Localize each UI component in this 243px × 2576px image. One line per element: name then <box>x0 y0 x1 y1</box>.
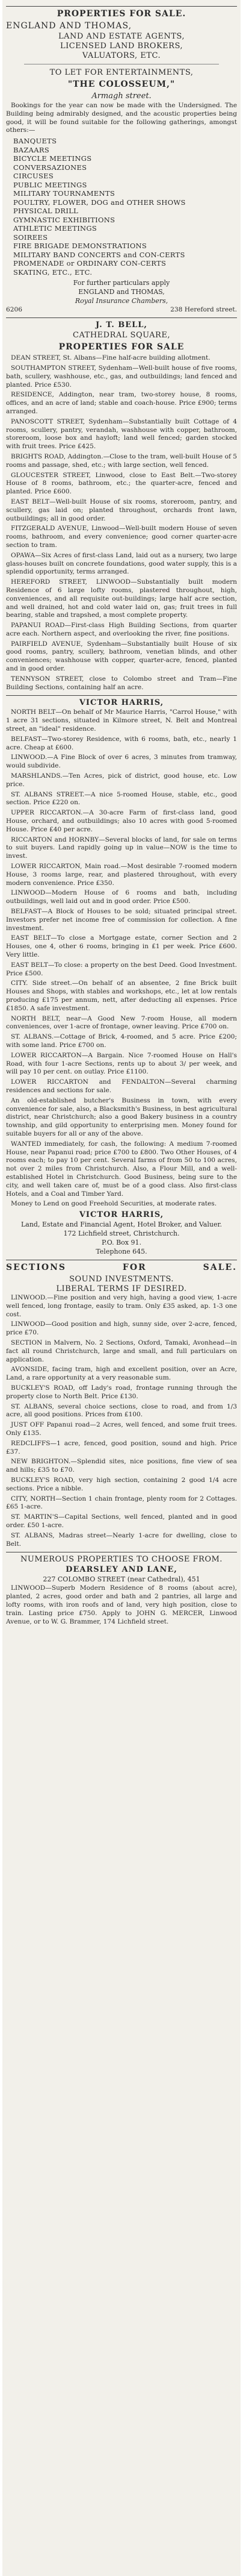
section1-firm-sub1: LAND AND ESTATE AGENTS, <box>58 32 185 41</box>
listing: NORTH BELT—On behalf of Mr Maurice Harris, "Carrol House," with 1 acre 31 sections, situated in Kilmore street, N. Belt and Montreal street, an "ideal" residence. <box>6 708 237 733</box>
listing: ST. MARTIN'S—Capital Sections, well fenced, planted and in good order. £50 1-acre. <box>6 1513 237 1530</box>
listing: PAPANUI ROAD—First-class High Building Sections, from quarter acre each. Northern aspect, and overlooking the river, fine positions. <box>6 622 237 637</box>
section3-footer-box: P.O. Box 91. <box>102 1239 141 1247</box>
listing: MARSHLANDS.—Ten Acres, pick of district, good house, etc. Low price. <box>6 772 237 788</box>
listing: BUCKLEY'S ROAD, very high section, containing 2 good 1/4 acre sections. Price a nibble. <box>6 1477 237 1492</box>
section3-footer-addr: 172 Lichfield street, Christchurch. <box>63 1230 180 1238</box>
list-item: FIRE BRIGADE DEMONSTRATIONS <box>13 242 147 251</box>
section2-listings <box>6 354 237 692</box>
section1-venue: "THE COLOSSEUM," <box>67 80 176 89</box>
listing: HEREFORD STREET, LINWOOD—Substantially built modern Residence of 6 large lofty rooms, plastered throughout, high, conveniences, and all requisite out-buildings; large half acre section, and well drained, hot and cold water laid on, gas; fruit trees in full bearing, stable and trapshed, a most complete property. <box>6 578 237 619</box>
list-item: PROMENADE or ORDINARY CON-CERTS <box>13 259 167 268</box>
listing: BUCKLEY'S ROAD, off Lady's road, frontage running through the property close to North Belt. Price £130. <box>6 1384 237 1400</box>
listing: ST. ALBANS.—Cottage of Brick, 4-roomed, and 5 acre. Price £200; with some land. Price £700 on. <box>6 1033 237 1049</box>
list-item: MILITARY BAND CONCERTS and CON-CERTS <box>13 250 185 259</box>
listing: RESIDENCE, Addington, near tram, two-storey house, 8 rooms, offices, and an acre of land; stable and coach-house. Price £900; terms arranged. <box>6 391 237 415</box>
section4-head-left: SECTIONS <box>6 1263 66 1273</box>
listing: UPPER RICCARTON.—A 30-acre Farm of first-class land, good House, orchard, and outbuildings; also 10 acres with good 5-roomed House. Price £40 per acre. <box>6 809 237 833</box>
section3-name: VICTOR HARRIS, <box>79 698 164 708</box>
list-item: POULTRY, FLOWER, DOG and OTHER SHOWS <box>13 198 186 207</box>
listing: LINWOOD—Good position and high, sunny side, over 2-acre, fenced, price £70. <box>6 1321 237 1337</box>
listing: BELFAST—Two-storey Residence, with 6 rooms, bath, etc., nearly 1 acre. Cheap at £600. <box>6 735 237 751</box>
section5-addr: 227 COLOMBO STREET (near Cathedral), 451 <box>43 1575 200 1584</box>
section4-head <box>6 1263 237 1272</box>
list-item: CONVERSAZIONES <box>13 163 87 172</box>
list-item: CIRCUSES <box>13 172 54 181</box>
listing: AVONSIDE, facing tram, high and excellent position, over an Acre, Land, a rare opportunity at a very reasonable sum. <box>6 1366 237 1382</box>
section1-firm-line: ENGLAND AND THOMAS, <box>6 21 132 31</box>
section1-intro: Bookings for the year can now be made with the Undersigned. The Building being admirably designed, and the acoustic properties being good, it will be found suitable for the following gatherings, amongst others:— <box>6 102 237 134</box>
listing: PAIRFIELD AVENUE, Sydenham—Substantially built House of six good rooms, pantry, scullery, bathroom, venetian blinds, and other conveniences; washhouse with copper, quarter-acre, fenced, planted and in good order. <box>6 640 237 673</box>
listing: RICCARTON and HORNBY—Several blocks of land, for sale on terms to suit buyers. Land rapidly going up in value—NOW is the time to invest. <box>6 836 237 860</box>
section1-firm-addr: Royal Insurance Chambers, <box>75 297 168 305</box>
listing: LOWER RICCARTON and FENDALTON—Several charming residences and sections for sale. <box>6 1078 237 1094</box>
listing: ST. ALBANS STREET.—A nice 5-roomed House, stable, etc., good section. Price £220 on. <box>6 790 237 807</box>
list-item: SOIREES <box>13 233 48 242</box>
listing: JUST OFF Papanui road—2 Acres, well fenced, and some fruit trees. Only £135. <box>6 1421 237 1437</box>
list-item: MILITARY TOURNAMENTS <box>13 189 115 198</box>
listing: Money to Lend on good Freehold Securities, at moderate rates. <box>11 1200 217 1208</box>
listing: ST. ALBANS, several choice sections, close to road, and from 1/3 acre, all good positions. Prices from £100. <box>6 1402 237 1419</box>
divider <box>6 695 237 696</box>
section1-firm-sign: ENGLAND and THOMAS, <box>78 288 165 296</box>
section4-head-right: SALE. <box>203 1263 237 1273</box>
listing: EAST BELT—To close a Mortgage estate, corner Section and 2 Houses, one 4, other 6 rooms, bringing in £1 per week. Price £600. Very little. <box>6 934 237 958</box>
section4-sub1: SOUND INVESTMENTS. <box>69 1275 174 1284</box>
listing: SECTION in Malvern, No. 2 Sections, Oxford, Tamaki, Avonhead—in fact all round Christchurch, large and small, and full particulars on application. <box>6 1339 237 1363</box>
section1-ref-line <box>6 306 237 314</box>
section5-head: NUMEROUS PROPERTIES TO CHOOSE FROM. <box>20 1555 223 1565</box>
section1-title: PROPERTIES FOR SALE. <box>57 9 186 19</box>
listing: EAST BELT—To close: a property on the best Deed. Good Investment. Price £500. <box>6 961 237 977</box>
section2-name: J. T. BELL, <box>96 320 147 330</box>
listing: LOWER RICCARTON, Main road.—Most desirable 7-roomed modern House, 3 rooms large, rear, and plastered throughout, with every modern convenience. Price £350. <box>6 863 237 887</box>
listing: PANOSCOTT STREET, Sydenham—Substantially built Cottage of 4 rooms, scullery, pantry, verandah, washhouse with copper, bathroom, storeroom, loose box and hayloft; land well fenced; garden stocked with fruit trees. Price £425. <box>6 417 237 451</box>
section2-head: PROPERTIES FOR SALE <box>58 342 185 352</box>
section1-venue-street: Armagh street. <box>91 92 152 101</box>
list-item: PHYSICAL DRILL <box>13 207 79 216</box>
listing: NEW BRIGHTON.—Splendid sites, nice positions, fine view of sea and hills; £35 to £70. <box>6 1458 237 1474</box>
section1-firm-sub3: VALUATORS, ETC. <box>82 51 161 60</box>
listing: ST. ALBANS, Madras street—Nearly 1-acre for dwelling, close to Belt. <box>6 1531 237 1548</box>
address: 238 Hereford street. <box>170 306 237 314</box>
list-item: PUBLIC MEETINGS <box>13 180 87 189</box>
listing: An old-established butcher's Business in town, with every convenience for sale, also, a Blacksmith's Business, in best agricultural district, near Christchurch; also a good Bakery business in a country township, and gild opportunity to enterprising men. Money found for suitable buyers for all or any of the above. <box>6 1096 237 1137</box>
section2-place: CATHEDRAL SQUARE, <box>73 331 170 340</box>
newspaper-classifieds-page <box>2 0 241 2576</box>
listing: GLOUCESTER STREET, Linwood, close to East Belt.—Two-storey House of 8 rooms, bathroom, etc.; the quarter-acre, fenced and planted. Price £600. <box>6 471 237 496</box>
section4-head-mid: FOR <box>122 1263 147 1273</box>
section3-footer-name: VICTOR HARRIS, <box>79 1210 164 1220</box>
listing: CITY. Side street.—On behalf of an absentee, 2 fine Brick built Houses and Shops, with stables and workshops, etc., let at low rentals producing £175 per annum, nett, after deducting all expenses. Price £1850. A safe investment. <box>6 980 237 1012</box>
section5-firm: DEARSLEY AND LANE, <box>66 1565 177 1575</box>
list-item: ATHLETIC MEETINGS <box>13 224 97 233</box>
listing: LINWOOD—Modern House of 6 rooms and bath, including outbuildings, well laid out and in good order. Price £500. <box>6 889 237 905</box>
listing: CITY, NORTH—Section 1 chain frontage, plenty room for 2 Cottages. £65 1-acre. <box>6 1495 237 1511</box>
section1-particulars: For further particulars apply <box>73 279 170 287</box>
listing: LOWER RICCARTON—A Bargain. Nice 7-roomed House on Hall's Road, with four 1-acre Sections, rents up to about 3/ per week, and will pay 10 per cent. on outlay. Price £1100. <box>6 1051 237 1076</box>
section1-uses-list <box>13 137 237 277</box>
section1-let-line: TO LET FOR ENTERTAINMENTS, <box>49 68 194 77</box>
listing: REDCLIFFS—1 acre, fenced, good position, sound and high. Price £37. <box>6 1439 237 1455</box>
section4-sub2: LIBERAL TERMS IF DESIRED. <box>56 1284 187 1294</box>
section3-footer-phone: Telephone 645. <box>96 1248 147 1256</box>
divider <box>6 317 237 318</box>
listing: TENNYSON STREET, close to Colombo street and Tram—Fine Building Sections, containing half an acre. <box>6 675 237 691</box>
listing: EAST BELT—Well-built House of six rooms, storeroom, pantry, and scullery, gas laid on; planted throughout, orchards front lawn, outbuildings; all in good order. <box>6 498 237 522</box>
listing: SOUTHAMPTON STREET, Sydenham—Well-built house of five rooms, bath, scullery, washhouse, etc., gas, and outbuildings; land fenced and planted. Price £530. <box>6 364 237 389</box>
listing: LINWOOD.—Fine position and very high, having a good view, 1-acre well fenced, long frontage, easily to tram. Only £35 asked, ap. 1-3 one cost. <box>6 1294 237 1318</box>
listing: WANTED immediately, for cash, the following: A medium 7-roomed House, near Papanui road; price £700 to £800. Two Other Houses, of 4 rooms each; to pay 10 per cent. Several farms of from 50 to 100 acres, not over 2 miles from Christchurch. Also, a Flour Mill, and a well-established Hotel in Christchurch. Good Business, being sure to the city, and well taken care of, must be of a good class. Also first-class Hotels, and a Coal and Timber Yard. <box>6 1140 237 1198</box>
listing: DEAN STREET, St. Albans—Fine half-acre building allotment. <box>11 354 211 362</box>
section3-footer-role: Land, Estate and Financial Agent, Hotel Broker, and Valuer. <box>20 1221 223 1229</box>
listing: LINWOOD—Superb Modern Residence of 8 rooms (about acre), planted, 2 acres, good order and bath and 2 pantries, all large and lofty rooms, with iron roofs and of land, very high position, close to train. Lasting price £750. Apply to JOHN G. MERCER, Linwood Avenue, or to W. G. Brammer, 174 Lichfield street. <box>6 1584 237 1625</box>
listing: OPAWA—Six Acres of first-class Land, laid out as a nursery, two large glass-houses built on concrete foundations, good water supply, this is a splendid opportunity, terms arranged. <box>6 551 237 576</box>
list-item: SKATING, ETC., ETC. <box>13 267 93 277</box>
listing: FITZGERALD AVENUE, Linwood—Well-built modern House of seven rooms, bathroom, and every convenience; good corner quarter-acre section to tram. <box>6 525 237 549</box>
section3-listings <box>6 708 237 1208</box>
section1-firm-sub2: LICENSED LAND BROKERS, <box>60 42 183 51</box>
list-item: GYMNASTIC EXHIBITIONS <box>13 215 115 224</box>
section4-listings <box>6 1294 237 1548</box>
listing: BRIGHTS ROAD, Addington.—Close to the tram, well-built House of 5 rooms and passage, shed, etc.; with large section, well fenced. <box>6 452 237 469</box>
ref-number: 6206 <box>6 306 22 314</box>
top-rule <box>6 6 237 7</box>
list-item: BANQUETS <box>13 137 57 146</box>
list-item: BAZAARS <box>13 145 49 154</box>
listing: LINWOOD.—A Fine Block of over 6 acres, 3 minutes from tramway, would subdivide. <box>6 754 237 770</box>
list-item: BICYCLE MEETINGS <box>13 154 92 163</box>
listing: BELFAST—A Block of Houses to be sold; situated principal street. Investors prefer net income free of commission for collection. A fine investment. <box>6 908 237 932</box>
listing: NORTH BELT, near—A Good New 7-room House, all modern conveniences, over 1-acre of frontage, owner leaving. Price £700 on. <box>6 1014 237 1031</box>
